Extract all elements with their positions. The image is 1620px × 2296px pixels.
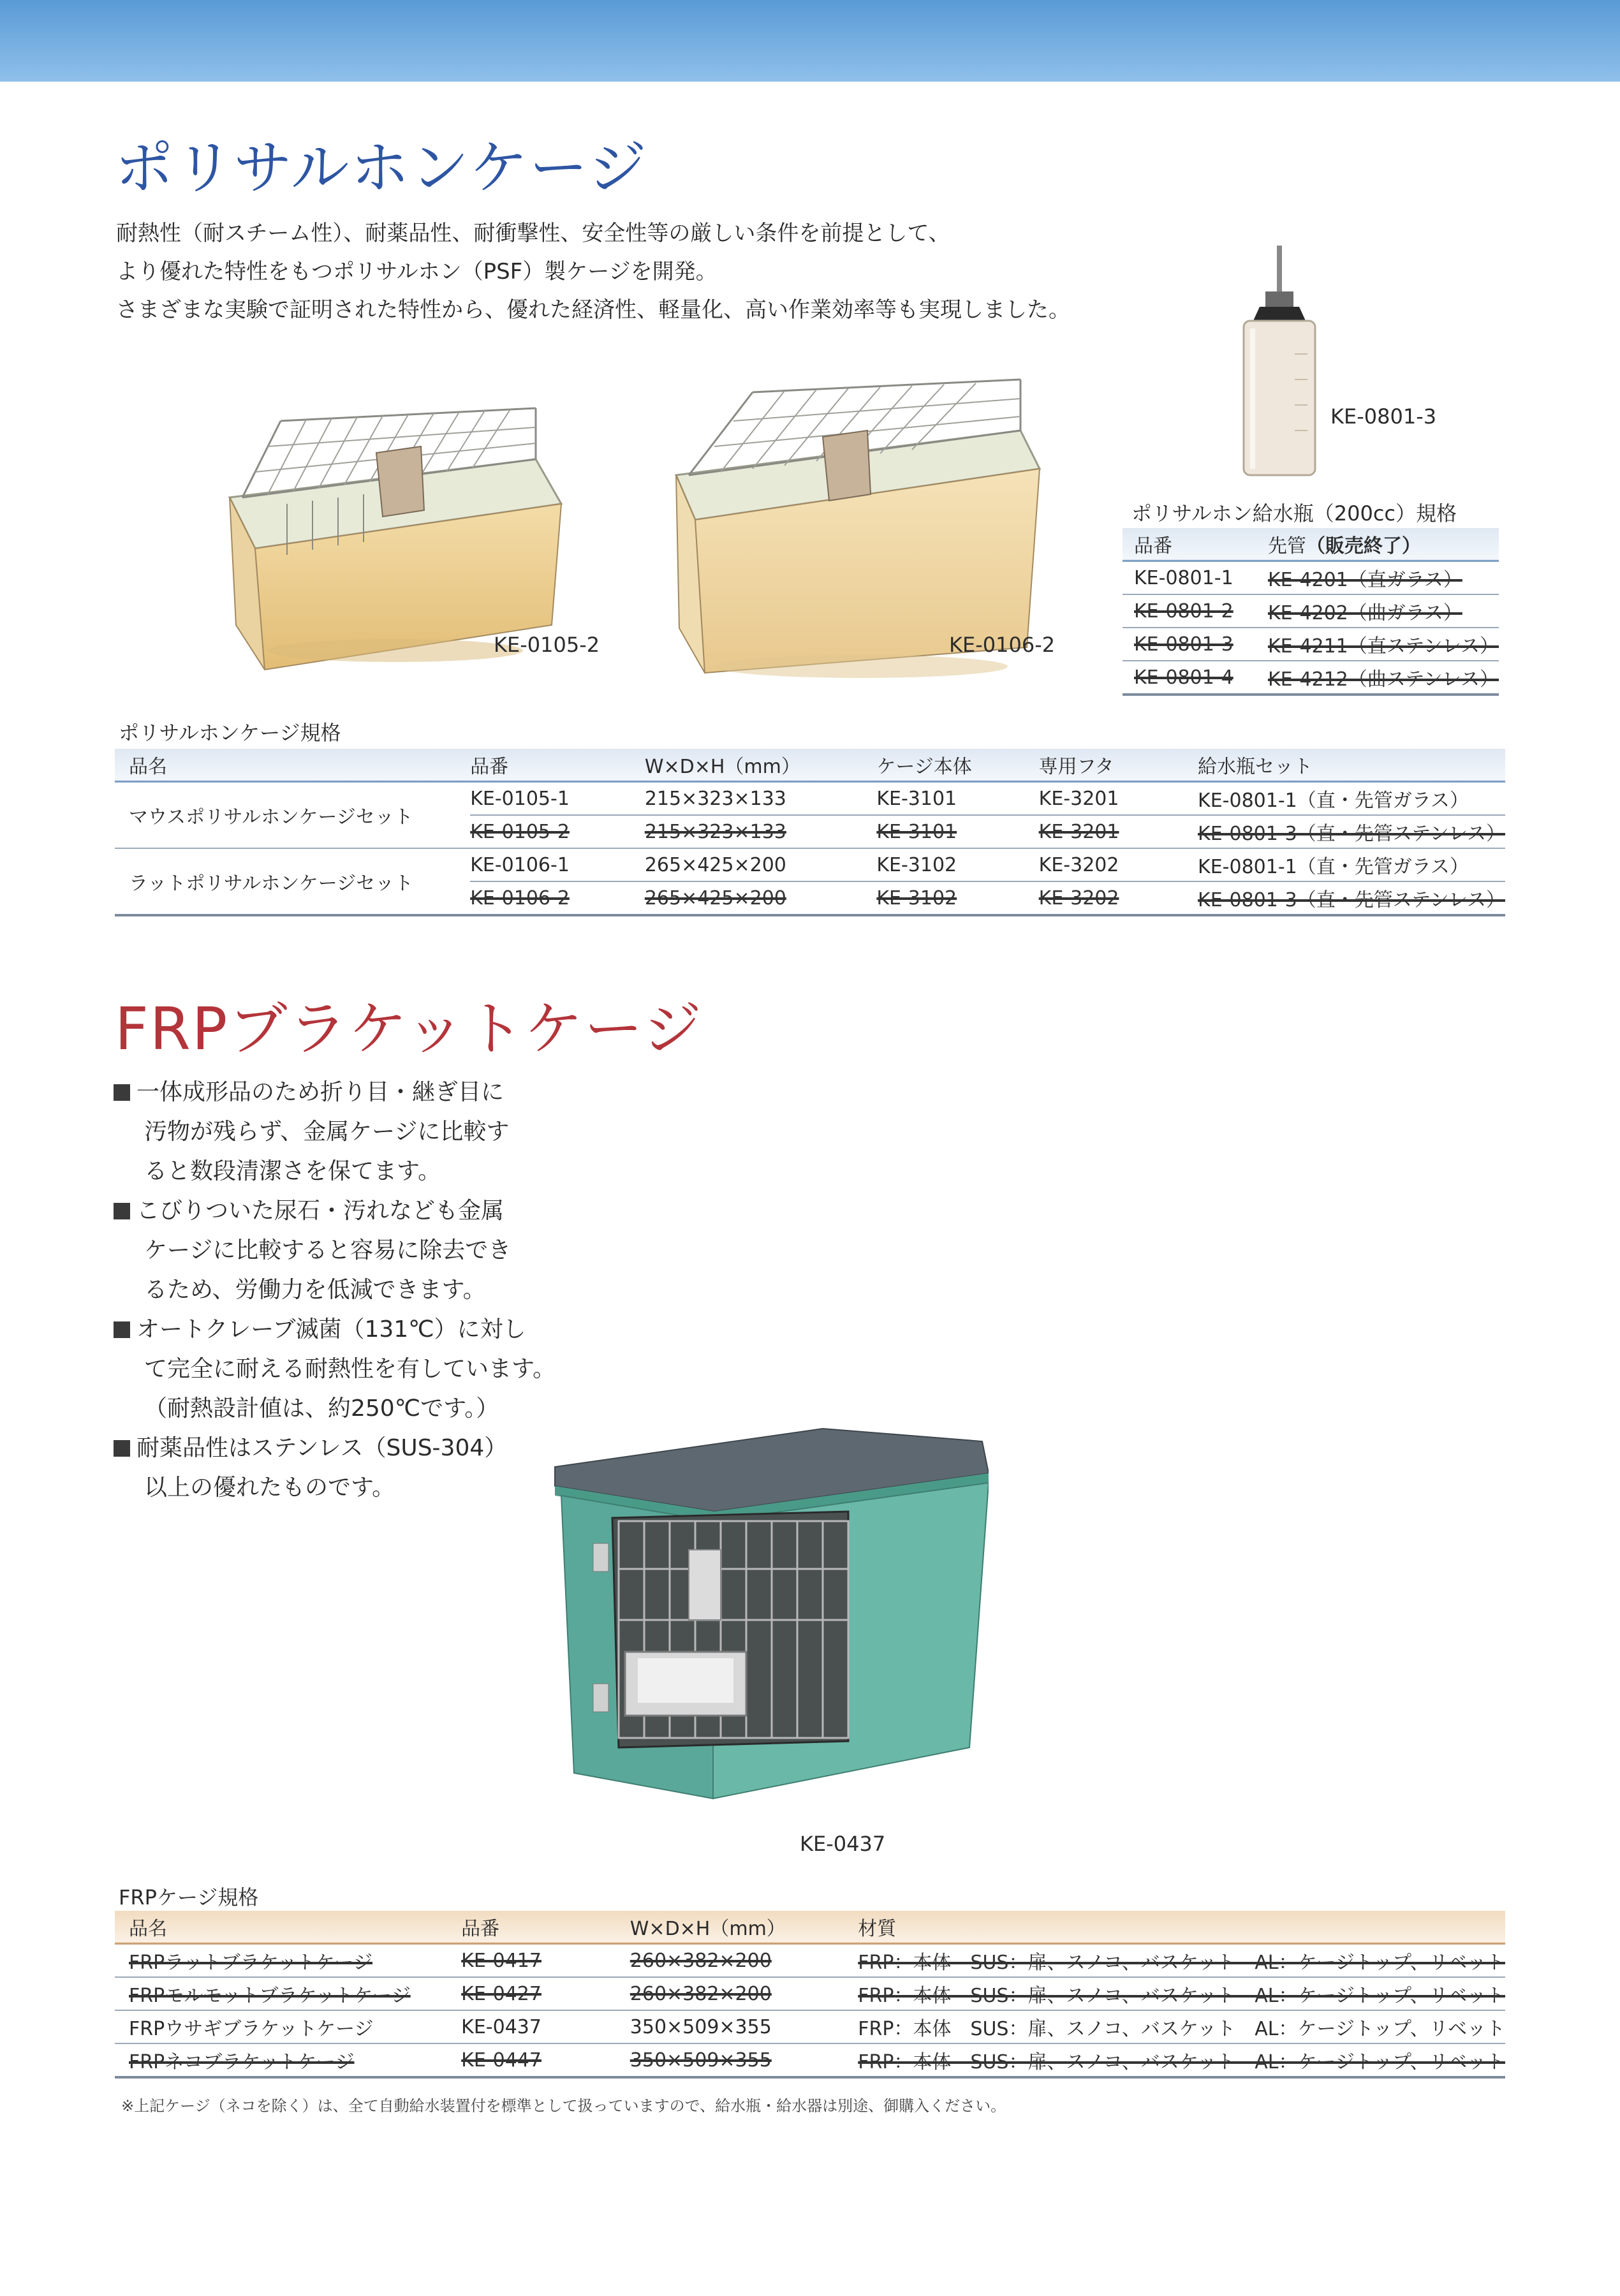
table-cell: FRPラットブラケットケージ: [115, 1944, 461, 1978]
table-row: [1123, 594, 1499, 628]
frp-spec-table: [115, 1911, 1505, 2079]
table-header: [1123, 528, 1499, 561]
feature-line: 以上の優れたものです。: [144, 1475, 395, 1501]
feature-line: ケージに比較すると容易に除去でき: [144, 1237, 512, 1263]
table-cell: KE-0801-1（直・先管ガラス）: [1198, 782, 1505, 816]
feature-line: て完全に耐える耐熱性を有しています。: [144, 1356, 556, 1382]
product-name-cell: マウスポリサルホンケージセット: [115, 782, 470, 849]
spec-table-title: ポリサルホンケージ規格: [119, 721, 341, 745]
feature-list: [114, 1073, 556, 1508]
table-cell: FRP：本体 SUS：扉、スノコ、バスケット AL：ケージトップ、リベット: [858, 1977, 1505, 2010]
header-code: 品番: [461, 1918, 500, 1940]
table-row: [115, 1944, 1505, 1978]
header-size: W×D×H（mm）: [644, 756, 800, 778]
bottle-caption: KE-0801-3: [1330, 404, 1437, 429]
feature-line: ると数段清潔さを保てます。: [144, 1158, 441, 1184]
table-cell: 350×509×355: [630, 2043, 858, 2077]
table-row: [1123, 628, 1499, 661]
table-row: [1123, 561, 1499, 595]
table-cell: FRPウサギブラケットケージ: [115, 2010, 461, 2043]
table-cell: KE-0801-3（直・先管ステンレス）: [1198, 815, 1505, 848]
table-cell: 215×323×133: [645, 815, 877, 848]
section1-intro: [116, 214, 1070, 329]
header-size: W×D×H（mm）: [630, 1918, 786, 1940]
table-cell: FRPモルモットブラケットケージ: [115, 1977, 461, 2010]
header-code: 品番: [1134, 535, 1172, 557]
tip-cell: KE-4211（直ステンレス）: [1268, 628, 1499, 661]
bullet-square-icon: [114, 1203, 130, 1219]
table-header: [115, 1911, 1505, 1944]
header-lid: 専用フタ: [1038, 756, 1114, 778]
code-cell: KE-0801-1: [1123, 561, 1268, 595]
header-bottle-set: 給水瓶セット: [1198, 756, 1313, 778]
tip-cell: KE-4201（直ガラス）: [1268, 561, 1499, 595]
feature-line: 汚物が残らず、金属ケージに比較す: [144, 1119, 510, 1145]
table-row: [115, 1977, 1505, 2010]
table-cell: KE-3101: [876, 815, 1038, 848]
header-material: 材質: [858, 1918, 897, 1940]
cage1-caption: KE-0105-2: [494, 633, 600, 657]
feature-line: [114, 1073, 556, 1112]
frp-table-title: FRPケージ規格: [119, 1885, 259, 1910]
bullet-square-icon: [114, 1321, 130, 1338]
feature-text: 耐薬品性はステンレス（SUS-304）: [136, 1435, 508, 1461]
bottle-spec-table: [1123, 528, 1499, 696]
feature-line: （耐熱設計値は、約250℃です。）: [144, 1395, 499, 1422]
table-cell: 260×382×200: [630, 1944, 858, 1978]
tip-cell: KE-4212（曲ステンレス）: [1268, 661, 1499, 695]
frp-bracket-cage-image: [549, 1416, 989, 1811]
header-tip: [1268, 528, 1499, 561]
code-cell: KE-0801-2: [1123, 594, 1268, 628]
table-cell: KE-3101: [876, 782, 1038, 816]
bullet-square-icon: [114, 1084, 130, 1101]
polysulfone-spec-table: [115, 749, 1505, 916]
table-cell: FRP：本体 SUS：扉、スノコ、バスケット AL：ケージトップ、リベット: [858, 2010, 1505, 2043]
table-cell: KE-0801-1（直・先管ガラス）: [1198, 848, 1505, 881]
table-cell: 350×509×355: [630, 2010, 858, 2043]
feature-item: [114, 1310, 556, 1429]
table-cell: KE-0105-1: [470, 782, 645, 816]
section2-title: FRPブラケットケージ: [115, 995, 703, 1063]
frp-cage-caption: KE-0437: [800, 1832, 886, 1856]
table-cell: 265×425×200: [645, 881, 877, 915]
header-name: 品名: [129, 1918, 167, 1940]
table-header: [115, 749, 1505, 782]
header-name: 品名: [129, 756, 167, 778]
table-cell: 260×382×200: [630, 1977, 858, 2010]
table-row: [115, 2043, 1505, 2077]
water-bottle-image: [1225, 246, 1333, 482]
table-cell: KE-0106-2: [470, 881, 645, 915]
intro-line: 耐熱性（耐スチーム性）、耐薬品性、耐衝撃性、安全性等の厳しい条件を前提として、: [116, 221, 950, 246]
feature-item: [114, 1429, 556, 1508]
table-cell: KE-0417: [461, 1944, 630, 1978]
top-band: [0, 0, 1620, 82]
table-cell: FRP：本体 SUS：扉、スノコ、バスケット AL：ケージトップ、リベット: [858, 2043, 1505, 2077]
feature-line: [114, 1310, 556, 1350]
feature-line: るため、労働力を低減できます。: [144, 1277, 486, 1303]
table-row: [1123, 661, 1499, 695]
header-tip-note: （販売終了）: [1306, 535, 1421, 557]
table-cell: KE-0801-3（直・先管ステンレス）: [1198, 881, 1505, 915]
footnote: ※上記ケージ（ネコを除く）は、全て自動給水装置付を標準として扱っていますので、給水瓶・給水器は別途、御購入ください。: [121, 2097, 1006, 2115]
table-cell: FRP：本体 SUS：扉、スノコ、バスケット AL：ケージトップ、リベット: [858, 1944, 1505, 1978]
header-code: 品番: [470, 756, 509, 778]
section1-title: ポリサルホンケージ: [115, 134, 648, 202]
feature-item: [114, 1191, 556, 1310]
table-cell: FRPネコブラケットケージ: [115, 2043, 461, 2077]
table-cell: KE-3202: [1039, 848, 1198, 881]
feature-line: [114, 1429, 556, 1468]
table-cell: KE-0437: [461, 2010, 630, 2043]
feature-line: [114, 1191, 556, 1231]
code-cell: KE-0801-4: [1123, 661, 1268, 695]
intro-line: さまざまな実験で証明された特性から、優れた経済性、軽量化、高い作業効率等も実現しました。: [116, 297, 1070, 323]
bullet-square-icon: [114, 1440, 130, 1457]
feature-text: こびりついた尿石・汚れなども金属: [136, 1198, 504, 1224]
table-cell: 215×323×133: [645, 782, 877, 816]
header-tip-label: 先管: [1267, 535, 1306, 557]
table-cell: KE-0427: [461, 1977, 630, 2010]
table-cell: KE-3102: [876, 848, 1038, 881]
table-cell: KE-0106-1: [470, 848, 645, 881]
feature-text: 一体成形品のため折り目・継ぎ目に: [136, 1079, 504, 1105]
bottle-table-title: ポリサルホン給水瓶（200cc）規格: [1131, 501, 1457, 526]
product-name-cell: ラットポリサルホンケージセット: [115, 848, 470, 915]
table-row: [115, 782, 1505, 816]
table-cell: KE-0105-2: [470, 815, 645, 848]
table-cell: KE-3201: [1039, 782, 1198, 816]
feature-text: オートクレーブ滅菌（131℃）に対し: [136, 1316, 526, 1343]
table-cell: KE-3202: [1039, 881, 1198, 915]
table-row: [115, 848, 1505, 881]
feature-item: [114, 1073, 556, 1191]
tip-cell: KE-4202（曲ガラス）: [1268, 594, 1499, 628]
code-cell: KE-0801-3: [1123, 628, 1268, 661]
table-cell: 265×425×200: [645, 848, 877, 881]
intro-line: より優れた特性をもつポリサルホン（PSF）製ケージを開発。: [116, 259, 718, 284]
table-cell: KE-3201: [1039, 815, 1198, 848]
cage2-caption: KE-0106-2: [949, 633, 1056, 657]
header-body: ケージ本体: [876, 756, 972, 778]
table-row: [115, 2010, 1505, 2043]
table-cell: KE-3102: [876, 881, 1038, 915]
table-cell: KE-0447: [461, 2043, 630, 2077]
